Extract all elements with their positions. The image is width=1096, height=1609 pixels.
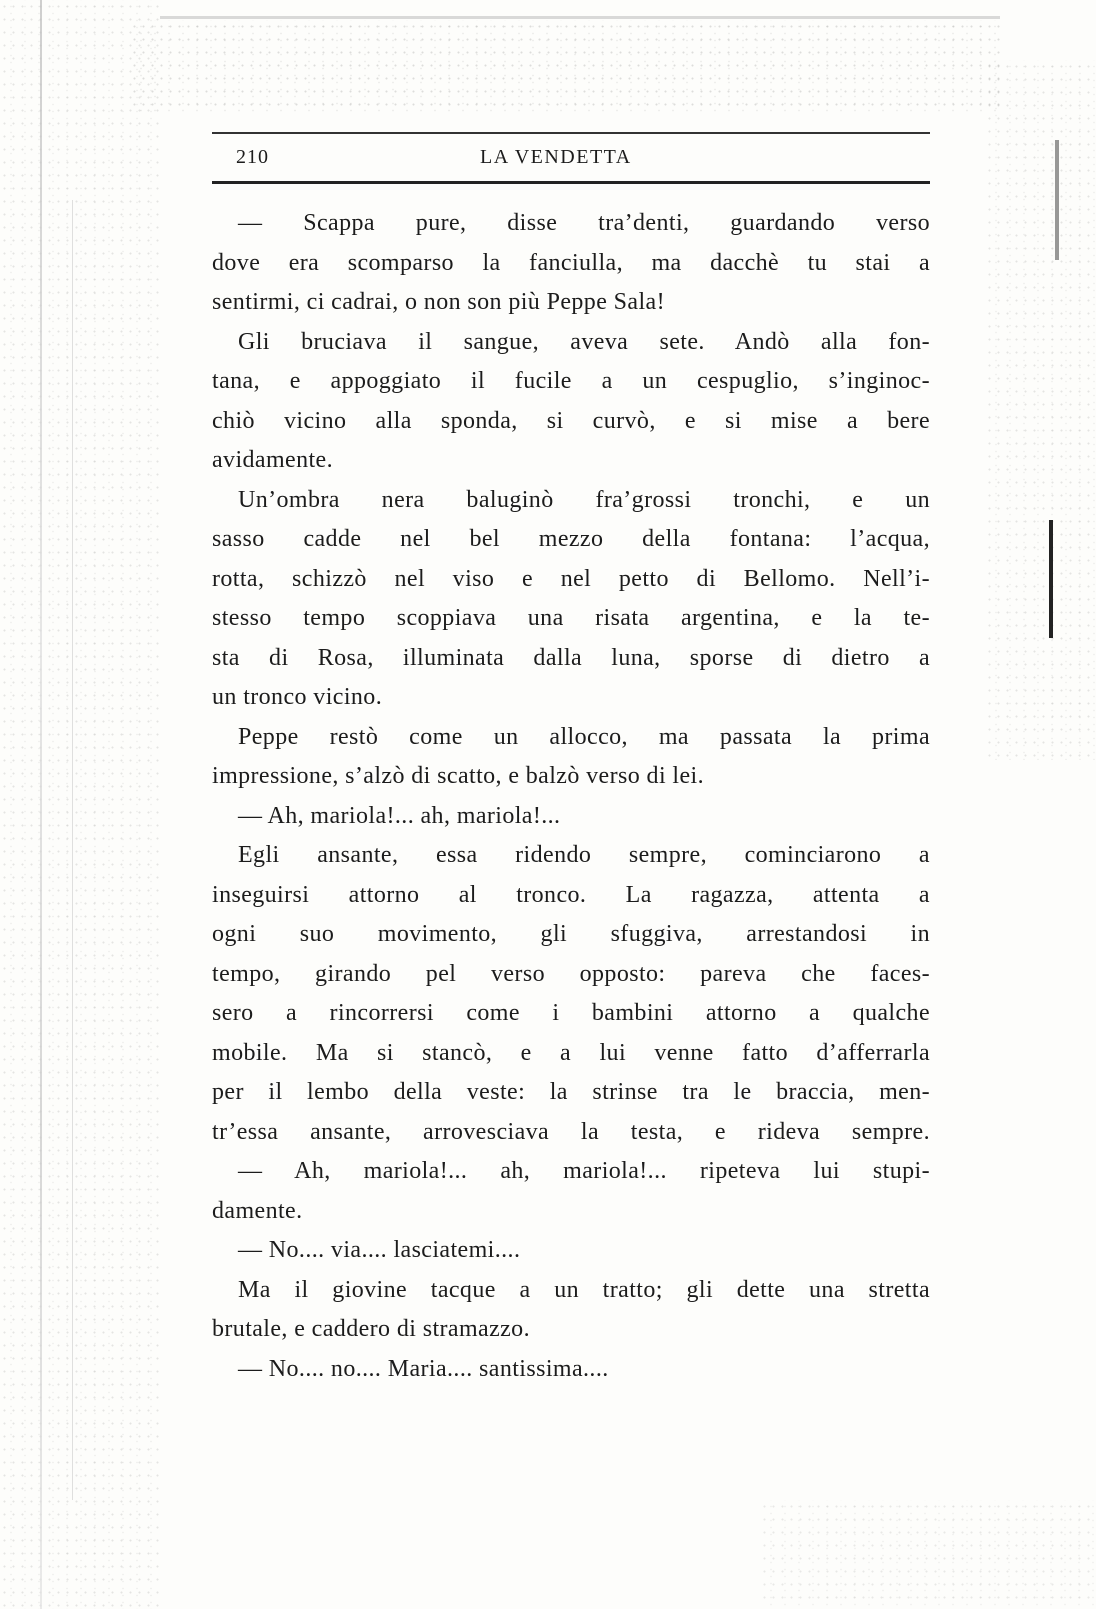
- text-line: per il lembo della veste: la strinse tra le braccia, men-: [212, 1079, 930, 1105]
- scan-noise-bottom: [760, 1500, 1096, 1609]
- text-line: Egli ansante, essa ridendo sempre, cominciarono a: [238, 842, 930, 868]
- text-line: mobile. Ma si stancò, e a lui venne fatto d’afferrarla: [212, 1039, 930, 1066]
- header-rule-top: [212, 132, 930, 134]
- page-edge-left-inner: [72, 200, 73, 1500]
- text-line: impressione, s’alzò di scatto, e balzò verso di lei.: [212, 763, 704, 789]
- page-edge-left: [40, 0, 42, 1609]
- text-line: sero a rincorrersi come i bambini attorno a qualche: [212, 1000, 930, 1026]
- scan-noise-left: [0, 0, 160, 1609]
- text-line: chiò vicino alla sponda, si curvò, e si mise a bere: [212, 407, 930, 434]
- text-line: — Ah, mariola!... ah, mariola!... ripeteva lui stupi-: [238, 1158, 930, 1184]
- text-line: sentirmi, ci cadrai, o non son più Peppe Sala!: [212, 289, 665, 315]
- running-title: LA VENDETTA: [480, 146, 632, 168]
- text-line: — Ah, mariola!... ah, mariola!...: [238, 802, 561, 829]
- page-edge-top: [160, 16, 1000, 19]
- header-rule-bottom: [212, 181, 930, 184]
- page-number: 210: [236, 146, 269, 168]
- body-text: [212, 204, 930, 1389]
- text-line: Peppe restò come un allocco, ma passata la prima: [238, 723, 930, 750]
- text-line: Un’ombra nera baluginò fra’grossi tronchi, e un: [238, 486, 930, 513]
- text-line: brutale, e caddero di stramazzo.: [212, 1316, 530, 1342]
- text-line: Gli bruciava il sangue, aveva sete. Andò alla fon-: [238, 328, 930, 355]
- text-line: stesso tempo scoppiava una risata argentina, e la te-: [212, 605, 930, 631]
- text-line: inseguirsi attorno al tronco. La ragazza, attenta a: [212, 881, 930, 908]
- text-line: sasso cadde nel bel mezzo della fontana: l’acqua,: [212, 526, 930, 552]
- text-line: damente.: [212, 1197, 303, 1224]
- text-line: Ma il giovine tacque a un tratto; gli dette una stretta: [238, 1276, 930, 1303]
- text-line: tr’essa ansante, arrovesciava la testa, e rideva sempre.: [212, 1118, 930, 1145]
- text-line: dove era scomparso la fanciulla, ma dacchè tu stai a: [212, 249, 930, 276]
- page-edge-right-mark: [1049, 520, 1053, 638]
- text-line: — Scappa pure, disse tra’denti, guardando verso: [238, 210, 930, 236]
- scan-noise-right: [985, 60, 1096, 760]
- text-line: — No.... no.... Maria.... santissima....: [238, 1355, 609, 1382]
- text-line: tempo, girando pel verso opposto: pareva che faces-: [212, 960, 930, 987]
- page-edge-right-shadow: [1055, 140, 1059, 260]
- text-line: sta di Rosa, illuminata dalla luna, sporse di dietro a: [212, 644, 930, 671]
- text-line: ogni suo movimento, gli sfuggiva, arrestandosi in: [212, 921, 930, 947]
- scan-noise-top: [130, 20, 1000, 115]
- text-line: — No.... via.... lasciatemi....: [238, 1237, 521, 1263]
- text-line: rotta, schizzò nel viso e nel petto di Bellomo. Nell’i-: [212, 565, 930, 592]
- text-line: avidamente.: [212, 447, 334, 473]
- text-line: un tronco vicino.: [212, 684, 383, 710]
- text-line: tana, e appoggiato il fucile a un cespuglio, s’inginoc-: [212, 368, 930, 394]
